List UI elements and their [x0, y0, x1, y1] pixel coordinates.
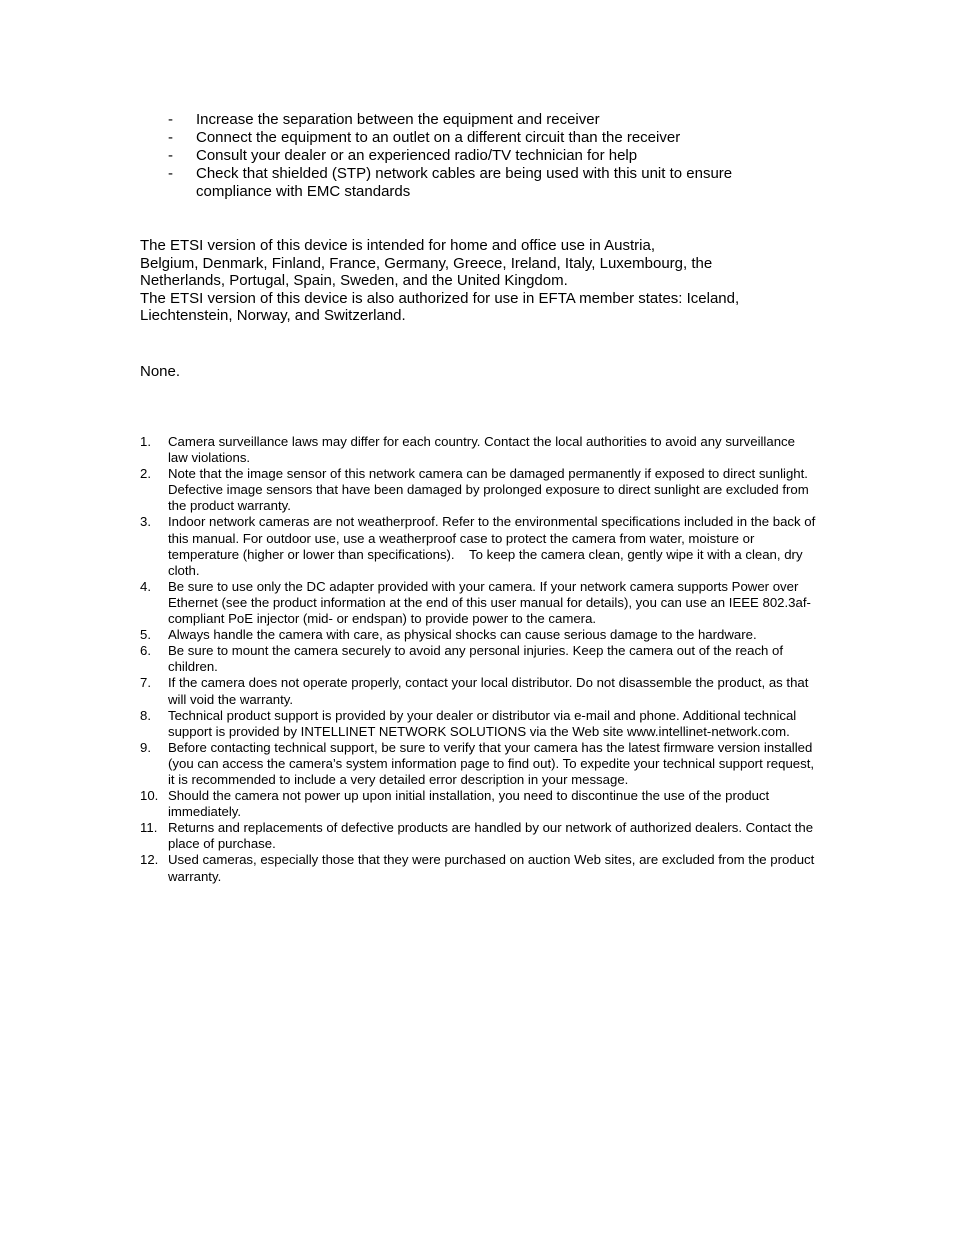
list-item-text: Increase the separation between the equipment and receiver — [196, 111, 600, 128]
list-number: 8. — [140, 707, 151, 723]
list-item-text: Check that shielded (STP) network cables are being used with this unit to ensure compliance with EMC standards — [196, 165, 733, 200]
list-number: 6. — [140, 643, 151, 659]
list-number: 10. — [140, 788, 159, 804]
list-item — [168, 111, 788, 129]
list-item-text: If the camera does not operate properly, contact your local distributor. Do not disassemble the product, as that will void the warranty. — [168, 675, 809, 707]
list-item — [140, 514, 818, 578]
list-number: 1. — [140, 434, 151, 449]
list-item — [140, 643, 818, 675]
etsi-line-3: The ETSI version of this device is also authorized for use in EFTA member states: Iceland, Liechtenstein, Norway, and Switzerland. — [140, 289, 740, 324]
list-item — [140, 675, 818, 707]
etsi-line-2: Belgium, Denmark, Finland, France, Germany, Greece, Ireland, Italy, Luxembourg, the Netherlands, Portugal, Spain, Sweden, and the United Kingdom. — [140, 254, 713, 289]
restrictions-text: None. — [140, 363, 181, 380]
list-item — [140, 708, 818, 740]
list-item-text: Be sure to mount the camera securely to avoid any personal injuries. Keep the camera out of the reach of children. — [168, 643, 784, 675]
list-number: 11. — [140, 820, 158, 836]
etsi-paragraph — [140, 237, 800, 325]
list-item — [140, 820, 818, 852]
list-bullet: - — [168, 147, 173, 164]
list-bullet: - — [168, 165, 173, 182]
list-item — [168, 147, 788, 165]
list-item-text: Connect the equipment to an outlet on a different circuit than the receiver — [196, 129, 681, 146]
interference-remedies-list — [168, 111, 788, 201]
list-item-text: Consult your dealer or an experienced radio/TV technician for help — [196, 147, 638, 164]
list-number: 5. — [140, 627, 151, 643]
list-item — [140, 579, 818, 627]
list-number: 12. — [140, 852, 159, 868]
list-item — [140, 434, 818, 466]
list-number: 7. — [140, 675, 151, 691]
list-bullet: - — [168, 129, 173, 146]
list-item-text: Note that the image sensor of this network camera can be damaged permanently if exposed to direct sunlight. Defective image sensors that have been damaged by prolonged exposure to direct sunlight are excluded from the product warranty. — [168, 466, 809, 514]
list-item-text: Used cameras, especially those that they were purchased on auction Web sites, are excluded from the product warranty. — [168, 852, 815, 884]
list-number: 9. — [140, 739, 151, 755]
list-item — [168, 165, 788, 201]
list-item — [140, 466, 818, 514]
list-item-text: Before contacting technical support, be sure to verify that your camera has the latest firmware version installed (you can access the camera’s system information page to find out). To expedite your technical support request, it is recommended to include a very detailed error description in your message. — [168, 739, 815, 787]
list-item-text: Returns and replacements of defective products are handled by our network of authorized dealers. Contact the place of purchase. — [168, 820, 814, 852]
list-item-text: Should the camera not power up upon initial installation, you need to discontinue the use of the product immediately. — [168, 788, 770, 820]
list-item — [140, 740, 818, 788]
list-item-text: Camera surveillance laws may differ for each country. Contact the local authorities to avoid any surveillance law violations. — [168, 434, 795, 466]
list-item-text: Technical product support is provided by your dealer or distributor via e-mail and phone. Additional technical support is provided by INTELLINET NETWORK SOLUTIONS via the Web site www.intellinet-network.com. — [168, 707, 797, 739]
etsi-line-1: The ETSI version of this device is intended for home and office use in Austria, — [140, 237, 656, 254]
safety-notices-list — [140, 434, 818, 885]
list-number: 3. — [140, 514, 151, 530]
list-item-text: Indoor network cameras are not weatherproof. Refer to the environmental specifications included in the back of this manual. For outdoor use, use a weatherproof case to protect the camera from water, moisture or temperature (higher or lower than specifications). To keep the camera clean, gently wipe it with a clean, dry cloth. — [168, 514, 819, 578]
list-item — [168, 129, 788, 147]
list-item — [140, 627, 818, 643]
list-item — [140, 852, 818, 884]
list-bullet: - — [168, 111, 173, 128]
list-number: 4. — [140, 578, 151, 594]
list-item — [140, 788, 818, 820]
list-item-text: Be sure to use only the DC adapter provided with your camera. If your network camera supports Power over Ethernet (see the product information at the end of this user manual for details), you can use an IEEE 802.3af-compliant PoE injector (mid- or endspan) to provide power to the camera. — [168, 578, 811, 627]
list-item-text: Always handle the camera with care, as physical shocks can cause serious damage to the hardware. — [168, 627, 757, 643]
list-number: 2. — [140, 466, 151, 482]
